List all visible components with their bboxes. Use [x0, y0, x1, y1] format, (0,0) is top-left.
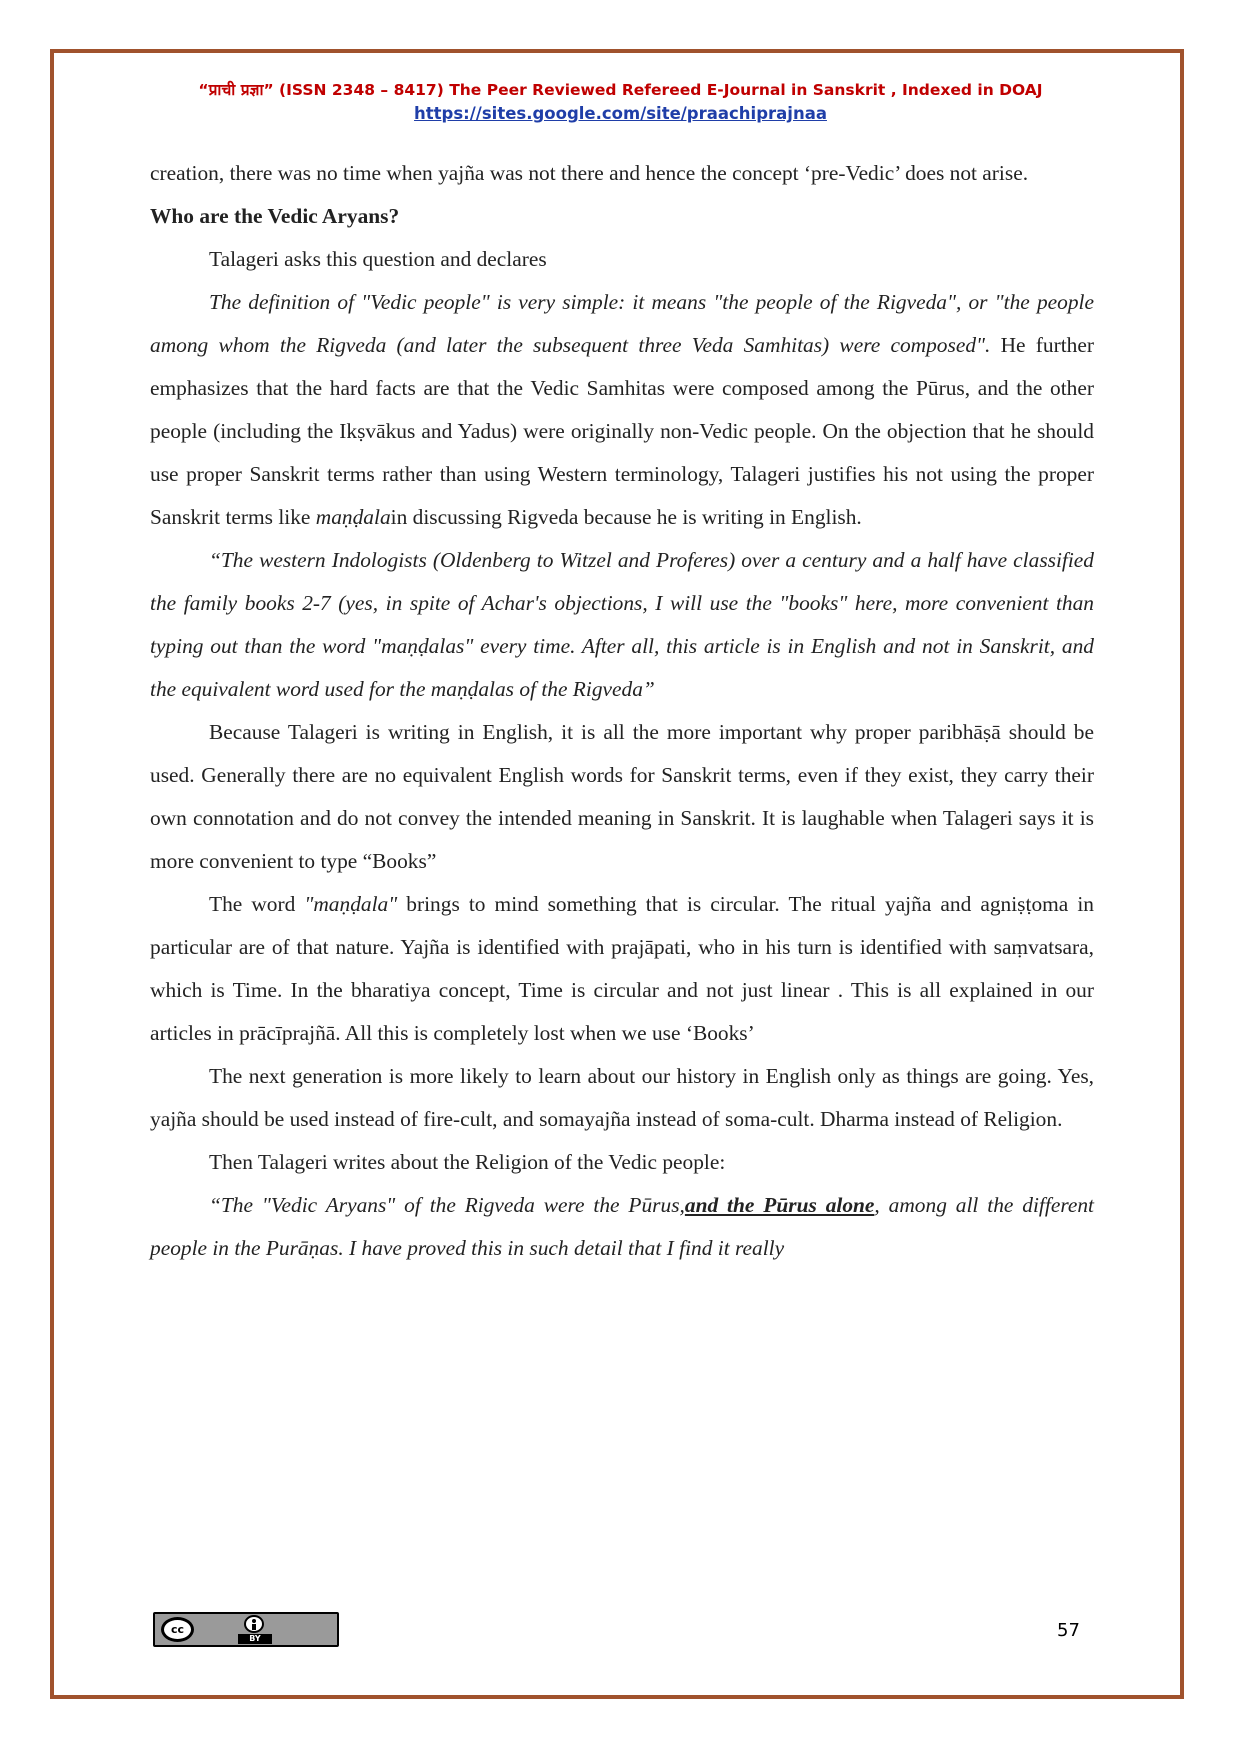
paragraph: creation, there was no time when yajña was not there and hence the concept ‘pre-Vedic’ does not arise. [150, 161, 1029, 185]
attribution-person-icon [244, 1615, 264, 1633]
sanskrit-term: maṇḍala [315, 505, 391, 529]
text-run: brings to mind something that is circular. The ritual yajña and agniṣṭoma in particular are of that nature. Yajña is identified with prajāpati, who in his turn is identified with saṃvatsara, which is Time. In the bharatiya concept, Time is circular and not just linear . This is all explained in our articles in prācīprajñā. All this is completely lost when we use ‘Books’ [150, 892, 1094, 1045]
paragraph [150, 883, 1094, 1055]
emphasis: and the Pūrus alone [684, 1193, 875, 1217]
quotation: The definition of "Vedic people" is very simple: it means "the people of the Rigveda", or "the people among whom the Rigveda (and later the subsequent three Veda Samhitas) were composed". [150, 290, 1094, 357]
paragraph: The next generation is more likely to learn about our history in English only as things are going. Yes, yajña should be used instead of fire-cult, and somayajña instead of soma-cult. Dharma instead of Religion. [150, 1064, 1094, 1131]
creative-commons-icon: cc [161, 1617, 194, 1642]
text-run: , among all the different people in the Purāṇas. I have proved this in such detail that I find it really [150, 1193, 1094, 1260]
quotation-paragraph [150, 1184, 1094, 1270]
journal-url-link[interactable]: https://sites.google.com/site/praachiprajnaa [414, 104, 827, 123]
paragraph: Talageri asks this question and declares [209, 247, 547, 271]
journal-header [0, 80, 1241, 124]
page-number: 57 [1057, 1620, 1080, 1641]
quotation-paragraph: “The western Indologists (Oldenberg to Witzel and Proferes) over a century and a half have classified the family books 2-7 (yes, in spite of Achar's objections, I will use the "books" here, more convenient than typing out than the word "maṇḍalas" every time. After all, this article is in English and not in Sanskrit, and the equivalent word used for the maṇḍalas of the Rigveda” [150, 548, 1094, 701]
paragraph: Because Talageri is writing in English, it is all the more important why proper paribhāṣā should be used. Generally there are no equivalent English words for Sanskrit terms, even if they exist, they carry their own connotation and do not convey the intended meaning in Sanskrit. It is laughable when Talageri says it is more convenient to type “Books” [150, 720, 1094, 873]
cc-by-license-badge[interactable] [153, 1612, 339, 1647]
text-run: The word [209, 892, 305, 916]
by-label: BY [238, 1634, 272, 1644]
paragraph [150, 281, 1094, 539]
section-heading: Who are the Vedic Aryans? [150, 204, 400, 228]
paragraph: Then Talageri writes about the Religion of the Vedic people: [209, 1150, 726, 1174]
sanskrit-term: "maṇḍala" [304, 892, 398, 916]
text-run: in discussing Rigveda because he is writing in English. [390, 505, 862, 529]
journal-title: “प्राची प्रज्ञा” (ISSN 2348 – 8417) The Peer Reviewed Refereed E-Journal in Sanskrit , Indexed in DOAJ [198, 81, 1043, 99]
text-run: He further emphasizes that the hard facts are that the Vedic Samhitas were composed among the Pūrus, and the other people (including the Ikṣvākus and Yadus) were originally non-Vedic people. On the objection that he should use proper Sanskrit terms rather than using Western terminology, Talageri justifies his not using the proper Sanskrit terms like [150, 333, 1094, 529]
text-run: “The "Vedic Aryans" of the Rigveda were the Pūrus, [209, 1193, 685, 1217]
article-body [150, 152, 1094, 1270]
